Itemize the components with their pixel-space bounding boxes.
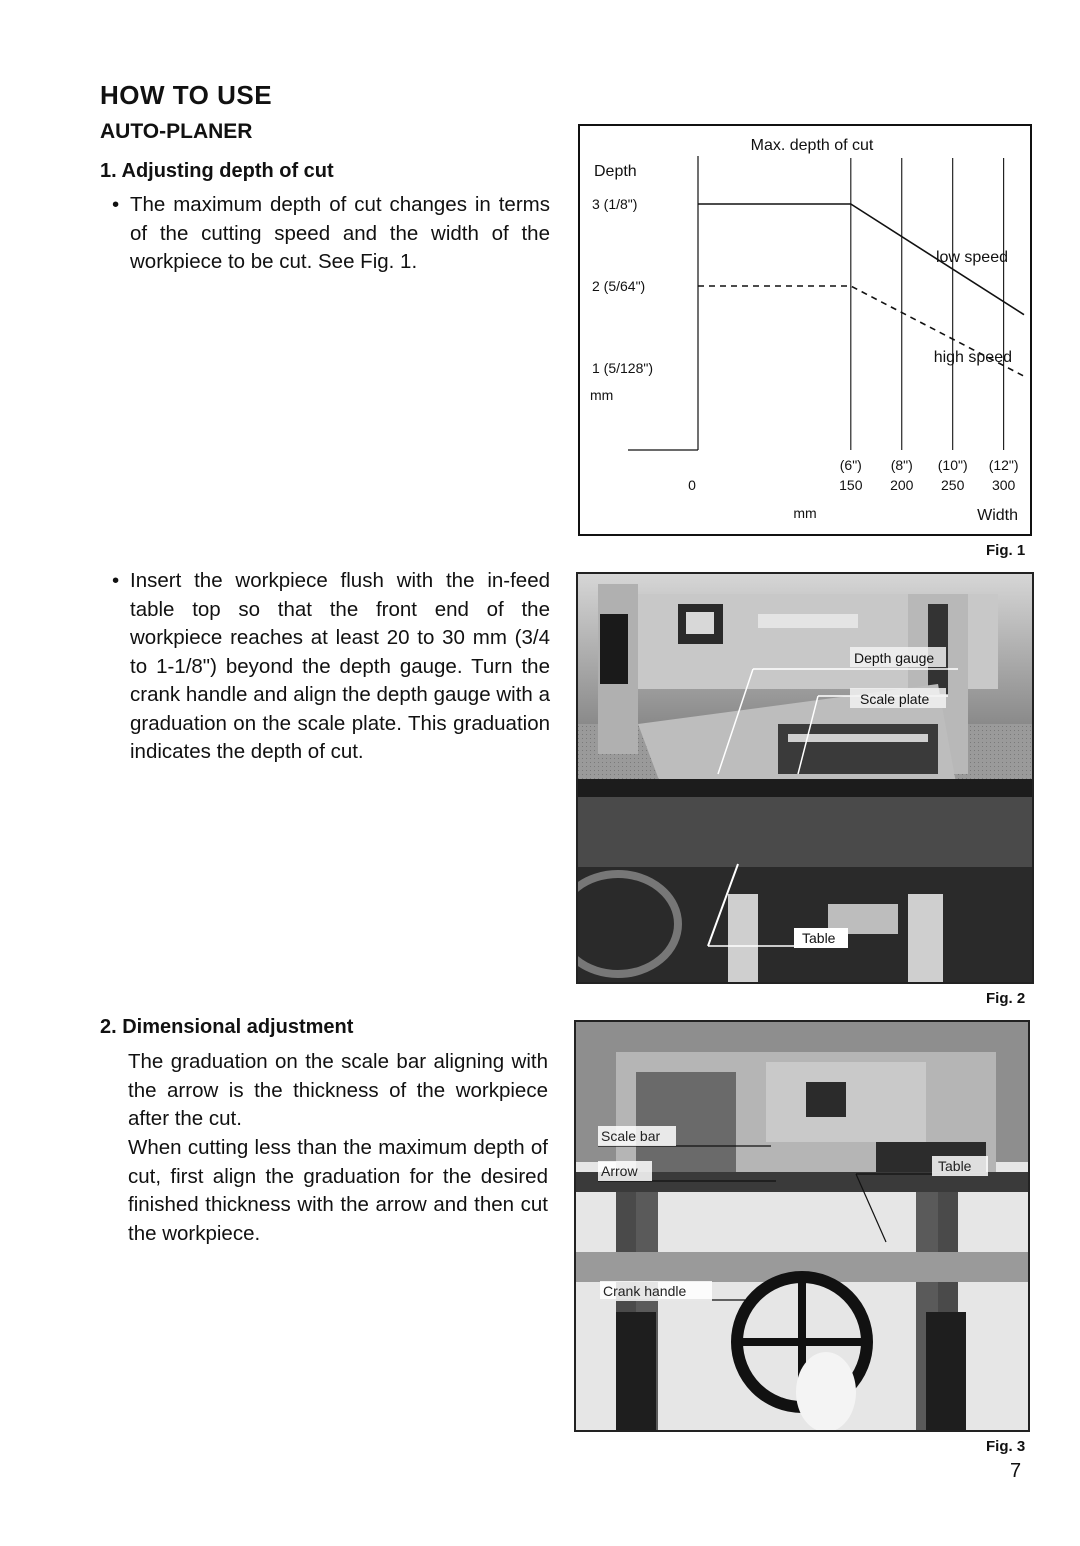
section-1-title: 1. Adjusting depth of cut	[100, 160, 334, 182]
scale-plate-label: Scale plate	[860, 691, 930, 707]
x-tick-label: 200	[890, 477, 914, 493]
bullet-1	[112, 191, 550, 277]
planer-photo-front	[578, 574, 1032, 982]
arrow-label: Arrow	[601, 1163, 638, 1179]
x-axis-label: Width	[977, 507, 1018, 524]
fig2-photo	[576, 572, 1034, 984]
x-tick-inch-label: (6")	[839, 457, 862, 473]
depth-gauge-label: Depth gauge	[854, 650, 935, 666]
bullet-1-text: The maximum depth of cut changes in terms of the cutting speed and the width of the workpiece to be cut. See Fig. 1.	[130, 193, 550, 273]
y-tick-label: 1 (5/128")	[592, 360, 654, 376]
fig3-caption: Fig. 3	[986, 1438, 1026, 1455]
x-tick-label: 150	[839, 477, 863, 493]
x-unit-label: mm	[793, 505, 817, 521]
y-tick-label: 2 (5/64")	[592, 278, 646, 294]
x-tick-inch-label: (8")	[890, 457, 913, 473]
x-tick-inch-label: (12")	[988, 457, 1019, 473]
bullet-2-text: Insert the workpiece flush with the in-feed table top so that the front end of the workpiece reaches at least 20 to 30 mm (3/4 to 1-1/8") beyond the depth gauge. Turn the crank handle and align the depth gauge with a graduation on the scale plate. This graduation indicates the depth of cut.	[130, 569, 550, 763]
y-tick-label: 3 (1/8")	[592, 196, 638, 212]
x-tick-label: 250	[941, 477, 965, 493]
fig1-chart	[578, 124, 1032, 536]
section-2-para-1: The graduation on the scale bar aligning with the arrow is the thickness of the workpiece after the cut.	[128, 1050, 548, 1130]
crank-handle-label: Crank handle	[603, 1283, 687, 1299]
section-2-title: 2. Dimensional adjustment	[100, 1016, 354, 1038]
section-2-para-2: When cutting less than the maximum depth of cut, first align the graduation for the desired finished thickness with the arrow and then cut the workpiece.	[128, 1136, 548, 1245]
planer-photo-side	[576, 1022, 1028, 1430]
fig2-caption: Fig. 2	[986, 990, 1026, 1007]
y-axis-label: Depth	[594, 163, 637, 180]
series-label-high-speed: high speed	[933, 349, 1012, 366]
table-label: Table	[938, 1158, 972, 1174]
fig3-photo	[574, 1020, 1030, 1432]
x-tick-label: 0	[688, 477, 696, 493]
scale-bar-label: Scale bar	[601, 1128, 661, 1144]
table-label: Table	[802, 930, 836, 946]
page-heading: HOW TO USE	[100, 80, 273, 110]
y-unit-label: mm	[590, 387, 614, 403]
series-label-low-speed: low speed	[935, 249, 1008, 266]
page-number: 7	[1010, 1460, 1022, 1482]
depth-chart-svg	[580, 126, 1030, 534]
x-tick-inch-label: (10")	[937, 457, 968, 473]
x-tick-label: 300	[991, 477, 1016, 493]
fig1-caption: Fig. 1	[986, 542, 1026, 559]
bullet-dot: •	[112, 193, 120, 216]
bullet-dot: •	[112, 569, 120, 592]
bullet-2	[112, 567, 550, 767]
section-heading: AUTO-PLANER	[100, 120, 253, 143]
chart-title: Max. depth of cut	[750, 137, 874, 154]
